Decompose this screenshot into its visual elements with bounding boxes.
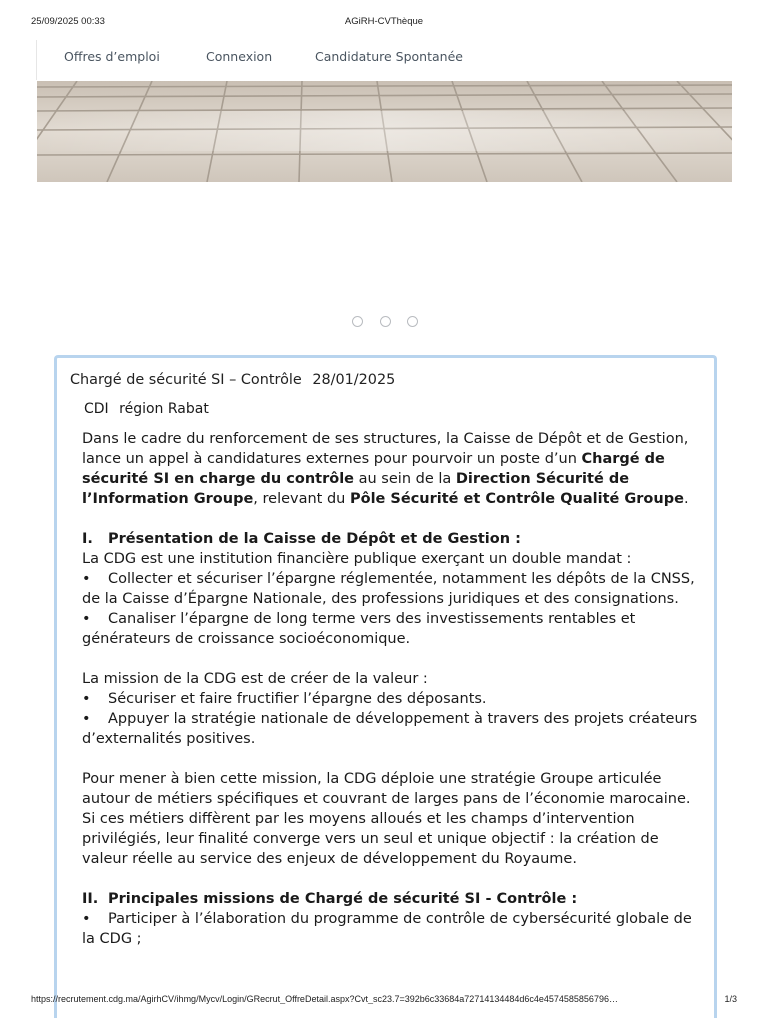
carousel-dot-2[interactable] <box>380 316 391 327</box>
bullet-icon: • <box>82 691 91 707</box>
list-item-text: Participer à l’élaboration du programme de contrôle de cybersécurité globale de la CDG ; <box>82 911 692 947</box>
banner-image <box>37 81 732 182</box>
bullet-icon: • <box>82 611 91 627</box>
job-description <box>82 429 702 949</box>
nav-link-candidature-spontanee[interactable]: Candidature Spontanée <box>315 49 463 64</box>
carousel-dot-1[interactable] <box>352 316 363 327</box>
intro-bold-pole: Pôle Sécurité et Contrôle Qualité Groupe <box>349 491 684 507</box>
print-page-title: AGiRH-CVThèque <box>344 16 424 27</box>
intro-bold-direction: Direction Sécurité de l’Information Groupe <box>82 471 630 507</box>
print-page-number: 1/3 <box>724 994 737 1004</box>
bullet-icon: • <box>82 911 91 927</box>
section-1-lead: La CDG est une institution financière publique exerçant un double mandat : <box>82 551 632 567</box>
section-2-number: II. <box>82 891 99 907</box>
intro-text: . <box>683 491 689 507</box>
intro-text: Dans le cadre du renforcement de ses structures, la Caisse de Dépôt et de Gestion, lance un appel à candidatures externes pour pourvoir un poste d’un <box>82 431 689 467</box>
nav-link-connexion[interactable]: Connexion <box>206 49 273 64</box>
list-item-text: Collecter et sécuriser l’épargne réglementée, notamment les dépôts de la CNSS, de la Caisse d’Épargne Nationale, des professions juridiques et des consignations. <box>82 571 695 607</box>
list-item <box>82 709 702 749</box>
list-item-text: Appuyer la stratégie nationale de développement à travers des projets créateurs d’externalités positives. <box>82 711 698 747</box>
carousel-dot-3[interactable] <box>407 316 418 327</box>
list-item <box>82 689 702 709</box>
print-footer <box>0 994 768 1008</box>
print-url: https://recrutement.cdg.ma/AgirhCV/ihmg/Mycv/Login/GRecrut_OffreDetail.aspx?Cvt_sc23.7=392b6c33684a72714134484d6c4e4574585856796… <box>31 994 618 1004</box>
list-item-text: Sécuriser et faire fructifier l’épargne des déposants. <box>108 691 487 707</box>
section-2-title: Principales missions de Chargé de sécurité SI - Contrôle : <box>108 891 578 907</box>
top-navigation <box>36 40 733 80</box>
section-1-title: Présentation de la Caisse de Dépôt et de Gestion : <box>108 531 521 547</box>
job-title: Chargé de sécurité SI – Contrôle <box>70 372 302 388</box>
section-1-number: I. <box>82 531 93 547</box>
print-datetime: 25/09/2025 00:33 <box>31 16 105 27</box>
mission-lead: La mission de la CDG est de créer de la valeur : <box>82 671 428 687</box>
list-item <box>82 909 702 949</box>
section-2-heading <box>82 889 702 909</box>
job-date: 28/01/2025 <box>312 372 396 388</box>
print-header <box>0 16 768 30</box>
nav-link-offres-emploi[interactable]: Offres d’emploi <box>64 49 160 64</box>
carousel-indicators <box>350 316 420 328</box>
job-contract-line <box>84 401 215 417</box>
intro-text: , relevant du <box>253 491 350 507</box>
list-item <box>82 609 702 649</box>
bullet-icon: • <box>82 711 91 727</box>
job-offer-card <box>54 355 717 1018</box>
list-item <box>82 569 702 609</box>
list-item-text: Canaliser l’épargne de long terme vers des investissements rentables et générateurs de croissance socioéconomique. <box>82 611 636 647</box>
tiled-floor-image <box>37 81 732 182</box>
intro-bold-position: Chargé de sécurité SI en charge du contrôle <box>82 451 665 487</box>
section-1-heading <box>82 529 702 549</box>
bullet-icon: • <box>82 571 91 587</box>
mission-paragraph: Pour mener à bien cette mission, la CDG déploie une stratégie Groupe articulée autour de métiers spécifiques et couvrant de larges pans de l’économie marocaine. Si ces métiers diffèrent par les moyens alloués et les champs d’intervention privilégiés, leur finalité converge vers un seul et unique objectif : la création de valeur réelle au service des enjeux de développement du Royaume. <box>82 771 691 867</box>
intro-paragraph <box>82 429 702 509</box>
job-title-line <box>70 372 401 388</box>
intro-text: au sein de la <box>354 471 456 487</box>
contract-type: CDI <box>84 401 109 417</box>
job-region: région Rabat <box>119 401 209 417</box>
